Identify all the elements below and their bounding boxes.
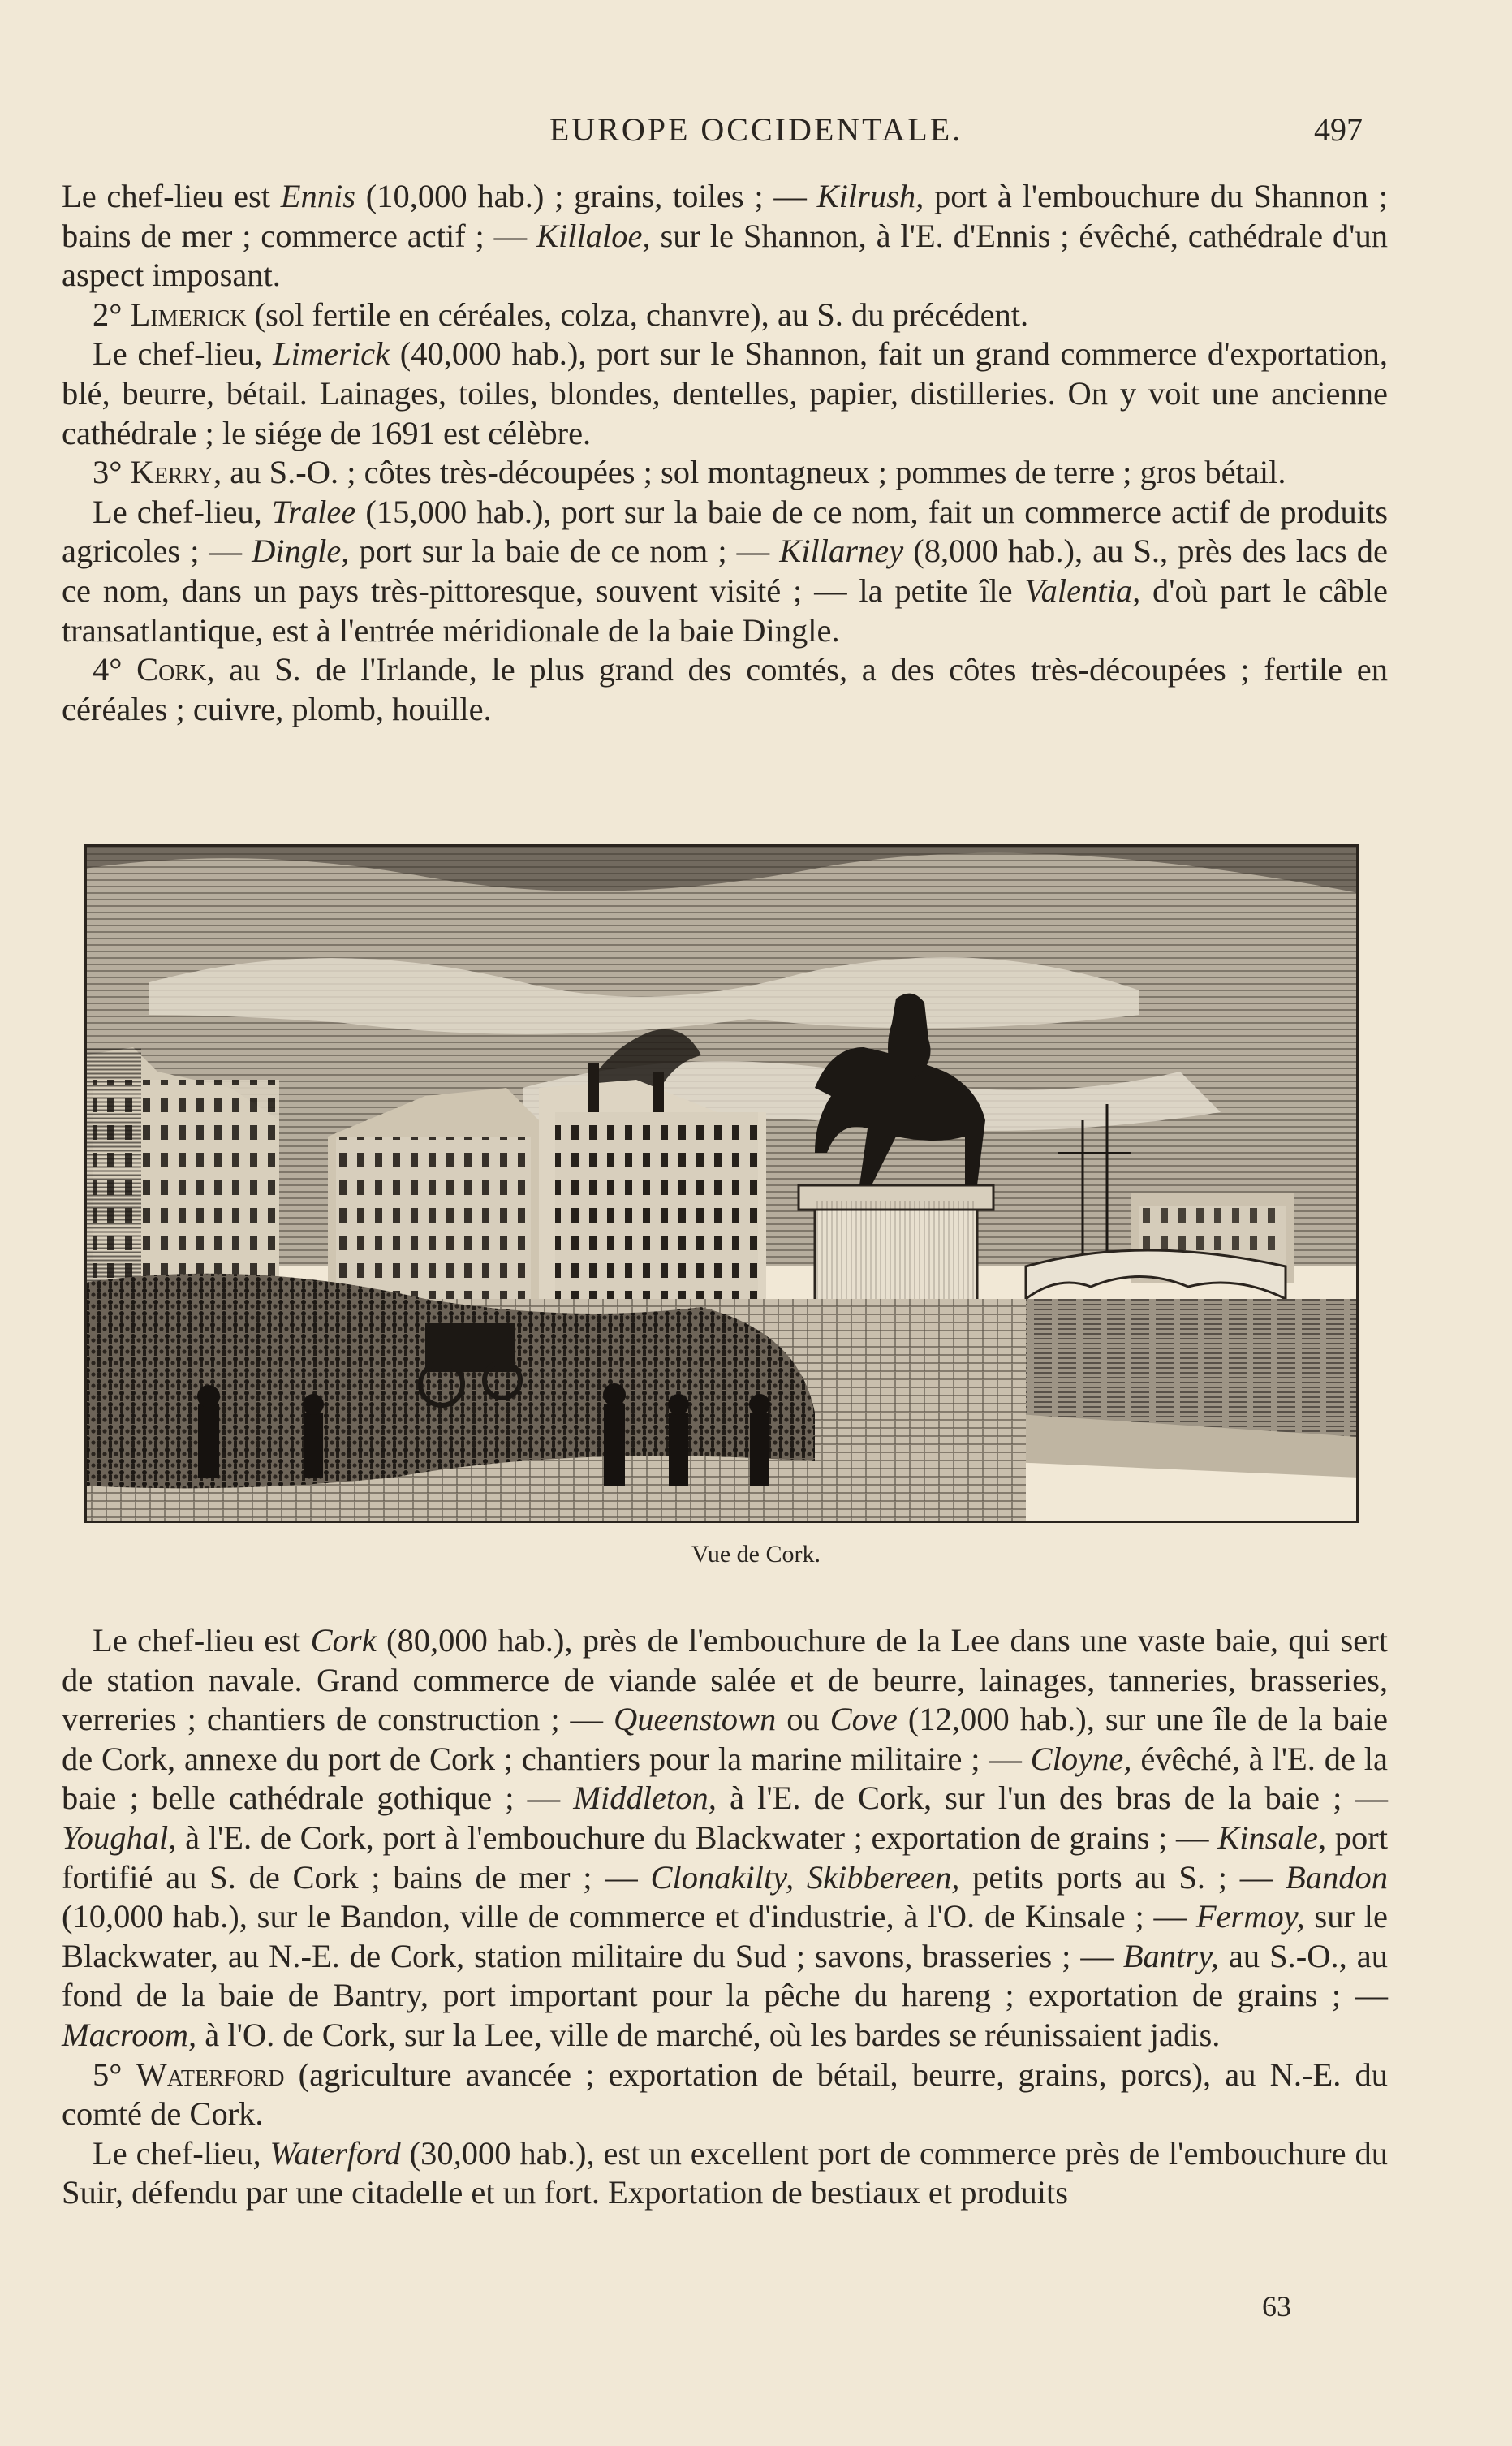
place-name: Waterford [269, 2134, 401, 2172]
text-run: (30,000 hab.), est un excellent port de commerce près de l'embouchure du Suir, défendu par une citadelle et un fort. Exportation de bestiaux et produits [62, 2134, 1389, 2211]
text-run: à l'E. de Cork, port à l'embouchure du Blackwater ; exportation de grains ; — [176, 1818, 1218, 1856]
text-run: à l'O. de Cork, sur la Lee, ville de marché, où les bardes se réunissaient jadis. [196, 2016, 1221, 2053]
place-name: Queenstown [614, 1701, 777, 1738]
text-run: 5° [93, 2056, 136, 2093]
place-name: Kilrush, [816, 178, 924, 214]
text-run: Le chef-lieu est [93, 1622, 311, 1659]
place-name: Dingle, [252, 533, 350, 570]
page-header [0, 110, 1512, 151]
text-run: à l'E. de Cork, sur l'un des bras de la baie ; — [716, 1779, 1388, 1817]
text-run: Le chef-lieu, [93, 2134, 270, 2172]
text-run: (sol fertile en céréales, colza, chanvre), au S. du précédent. [246, 296, 1029, 333]
text-run: petits ports au S. ; — [959, 1858, 1286, 1896]
engraving-view-of-cork [84, 844, 1359, 1523]
place-name: Clonakilty, Skibbereen, [650, 1858, 960, 1896]
place-name: Bandon [1286, 1858, 1388, 1896]
place-name: Ennis [280, 178, 356, 214]
figure-caption: Vue de Cork. [691, 1541, 821, 1568]
place-name: Limerick [273, 335, 390, 373]
text-run: port à l'embouchure du Shannon ; bains de mer ; commerce actif ; — [62, 178, 1388, 254]
text-run: d'où part le câble transatlantique, est à l'entrée méridionale de la baie Dingle. [62, 572, 1388, 649]
text-run: (40,000 hab.), port sur le Shannon, fait un grand commerce d'exportation, blé, beurre, bétail. Lainages, toiles, blondes, dentelles, papier, distilleries. On y voit une ancienne cathédrale ; le siége de 1691 est célèbre. [62, 335, 1388, 451]
paragraph [62, 334, 1388, 453]
text-run: sur le Shannon, à l'E. d'Ennis ; évêché, cathédrale d'un aspect imposant. [62, 217, 1388, 294]
text-run: (15,000 hab.), port sur la baie de ce nom, fait un commerce actif de produits agricoles ; — [62, 493, 1388, 570]
text-run: port fortifié au S. de Cork ; bains de mer ; — [62, 1818, 1388, 1896]
county-name: Limerick [130, 296, 247, 333]
paragraph [62, 2134, 1388, 2213]
paragraph [62, 1621, 1388, 2056]
paragraph [62, 453, 1388, 493]
text-run: Le chef-lieu, [93, 335, 274, 373]
paragraph [62, 296, 1388, 335]
text-block-top [62, 177, 1388, 729]
text-run: (12,000 hab.), sur une île de la baie de Cork, annexe du port de Cork ; chantiers pour la marine militaire ; — [62, 1701, 1388, 1777]
place-name: Killaloe, [536, 217, 651, 254]
text-run: (10,000 hab.) ; grains, toiles ; — [355, 178, 817, 214]
place-name: Cloyne, [1030, 1740, 1132, 1777]
text-run: port sur la baie de ce nom ; — [349, 533, 780, 570]
place-name: Valentia, [1024, 572, 1141, 609]
text-run: 3° [93, 454, 131, 491]
page-number: 497 [1314, 111, 1363, 148]
text-run: Le chef-lieu, [93, 493, 272, 530]
place-name: Youghal, [62, 1818, 177, 1856]
place-name: Cork [310, 1622, 377, 1659]
place-name: Middleton, [573, 1779, 717, 1817]
signature-mark: 63 [1262, 2290, 1291, 2323]
text-run: 2° [93, 296, 131, 333]
place-name: Fermoy, [1195, 1898, 1305, 1935]
text-run: , au S.-O. ; côtes très-découpées ; sol montagneux ; pommes de terre ; gros bétail. [213, 454, 1286, 491]
text-run: au S.-O., au fond de la baie de Bantry, port important pour la pêche du hareng ; exportation de grains ; — [62, 1937, 1388, 2014]
text-block-bottom [62, 1621, 1388, 2213]
place-name: Cove [829, 1701, 898, 1738]
county-name: Cork [136, 651, 207, 688]
place-name: Macroom, [62, 2016, 197, 2053]
text-run: (80,000 hab.), près de l'embouchure de la Lee dans une vaste baie, qui sert de station navale. Grand commerce de viande salée et de beurre, lainages, tanneries, brasseries, verreries ; chantiers de construction ; — [62, 1622, 1388, 1738]
text-run: (10,000 hab.), sur le Bandon, ville de commerce et d'industrie, à l'O. de Kinsale ; — [62, 1898, 1196, 1935]
paragraph [62, 2056, 1388, 2134]
paragraph [62, 493, 1388, 650]
text-run: (agriculture avancée ; exportation de bétail, beurre, grains, porcs), au N.-E. du comté de Cork. [62, 2056, 1388, 2133]
place-name: Tralee [271, 493, 356, 530]
county-name: Kerry [130, 454, 213, 491]
text-run: sur le Blackwater, au N.-E. de Cork, station militaire du Sud ; savons, brasseries ; — [62, 1898, 1388, 1974]
running-title: EUROPE OCCIDENTALE. [549, 111, 963, 148]
text-run: 4° [93, 651, 137, 688]
text-run: (8,000 hab.), au S., près des lacs de ce nom, dans un pays très-pittoresque, souvent visité ; — la petite île [62, 533, 1388, 609]
text-run: ou [776, 1701, 830, 1738]
text-run: , au S. de l'Irlande, le plus grand des comtés, a des côtes très-découpées ; fertile en céréales ; cuivre, plomb, houille. [62, 651, 1389, 727]
place-name: Bantry, [1122, 1937, 1219, 1974]
county-name: Waterford [136, 2056, 285, 2093]
paragraph [62, 650, 1388, 729]
paragraph [62, 177, 1388, 296]
place-name: Killarney [779, 533, 904, 570]
place-name: Kinsale, [1217, 1818, 1327, 1856]
text-run: évêché, à l'E. de la baie ; belle cathédrale gothique ; — [62, 1740, 1388, 1817]
text-run: Le chef-lieu est [62, 178, 281, 214]
